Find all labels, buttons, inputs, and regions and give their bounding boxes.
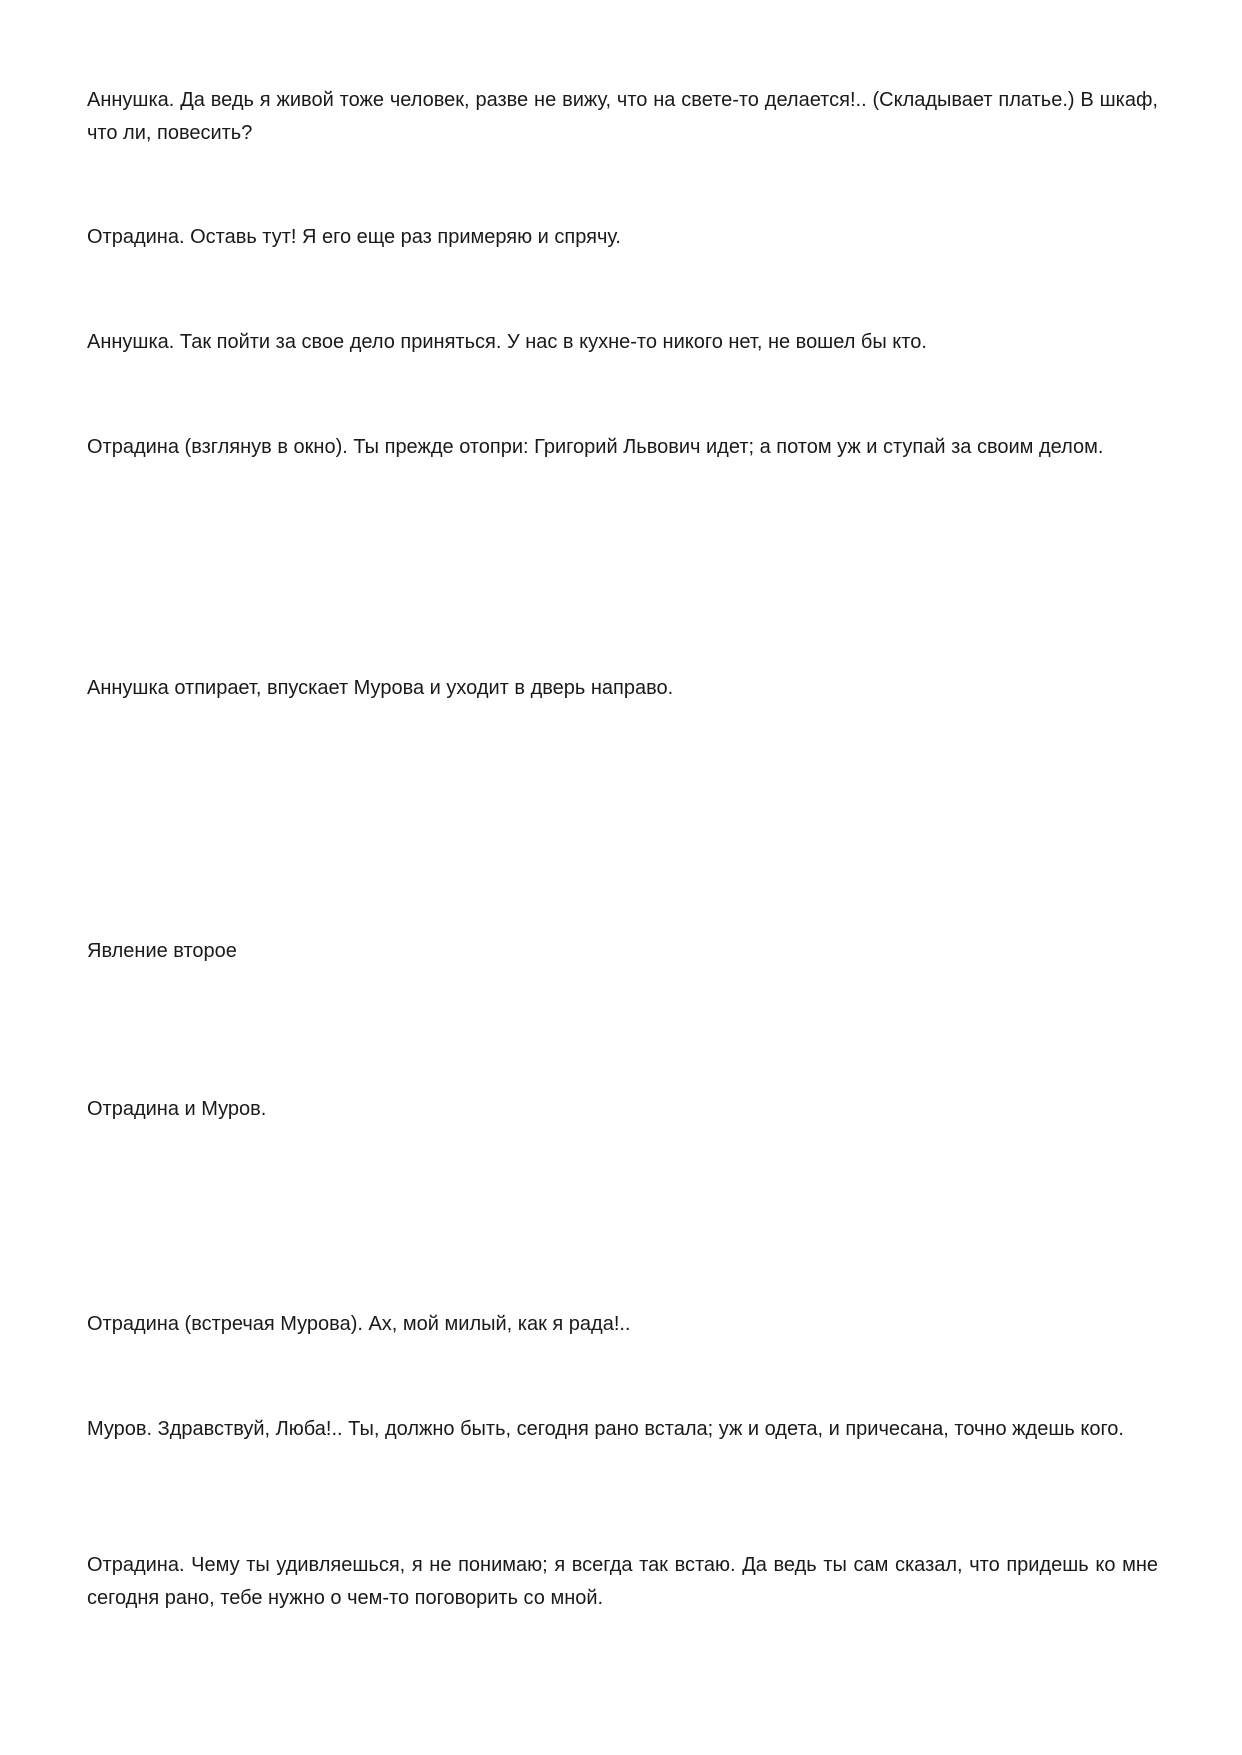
paragraph-otradina-4: Отрадина. Чему ты удивляешься, я не понимаю; я всегда так встаю. Да ведь ты сам сказал, что придешь ко мне сегодня рано, тебе нужно о чем-то поговорить со мной. bbox=[87, 1554, 1158, 1609]
paragraph-annushka-1: Аннушка. Да ведь я живой тоже человек, разве не вижу, что на свете-то делается!.. (Складывает платье.) В шкаф, что ли, повесить? bbox=[87, 89, 1158, 144]
paragraph-otradina-3: Отрадина (встречая Мурова). Ах, мой милый, как я рада!.. bbox=[87, 1313, 631, 1335]
scene-characters: Отрадина и Муров. bbox=[87, 1098, 267, 1120]
paragraph-otradina-2: Отрадина (взглянув в окно). Ты прежде отопри: Григорий Львович идет; а потом уж и ступай за своим делом. bbox=[87, 436, 1104, 458]
paragraph-annushka-2: Аннушка. Так пойти за свое дело приняться. У нас в кухне-то никого нет, не вошел бы кто. bbox=[87, 331, 927, 353]
stage-direction: Аннушка отпирает, впускает Мурова и уходит в дверь направо. bbox=[87, 677, 674, 699]
paragraph-murov-1: Муров. Здравствуй, Люба!.. Ты, должно быть, сегодня рано встала; уж и одета, и причесана, точно ждешь кого. bbox=[87, 1418, 1124, 1440]
paragraph-otradina-1: Отрадина. Оставь тут! Я его еще раз примеряю и спрячу. bbox=[87, 226, 621, 248]
scene-heading: Явление второе bbox=[87, 940, 237, 962]
